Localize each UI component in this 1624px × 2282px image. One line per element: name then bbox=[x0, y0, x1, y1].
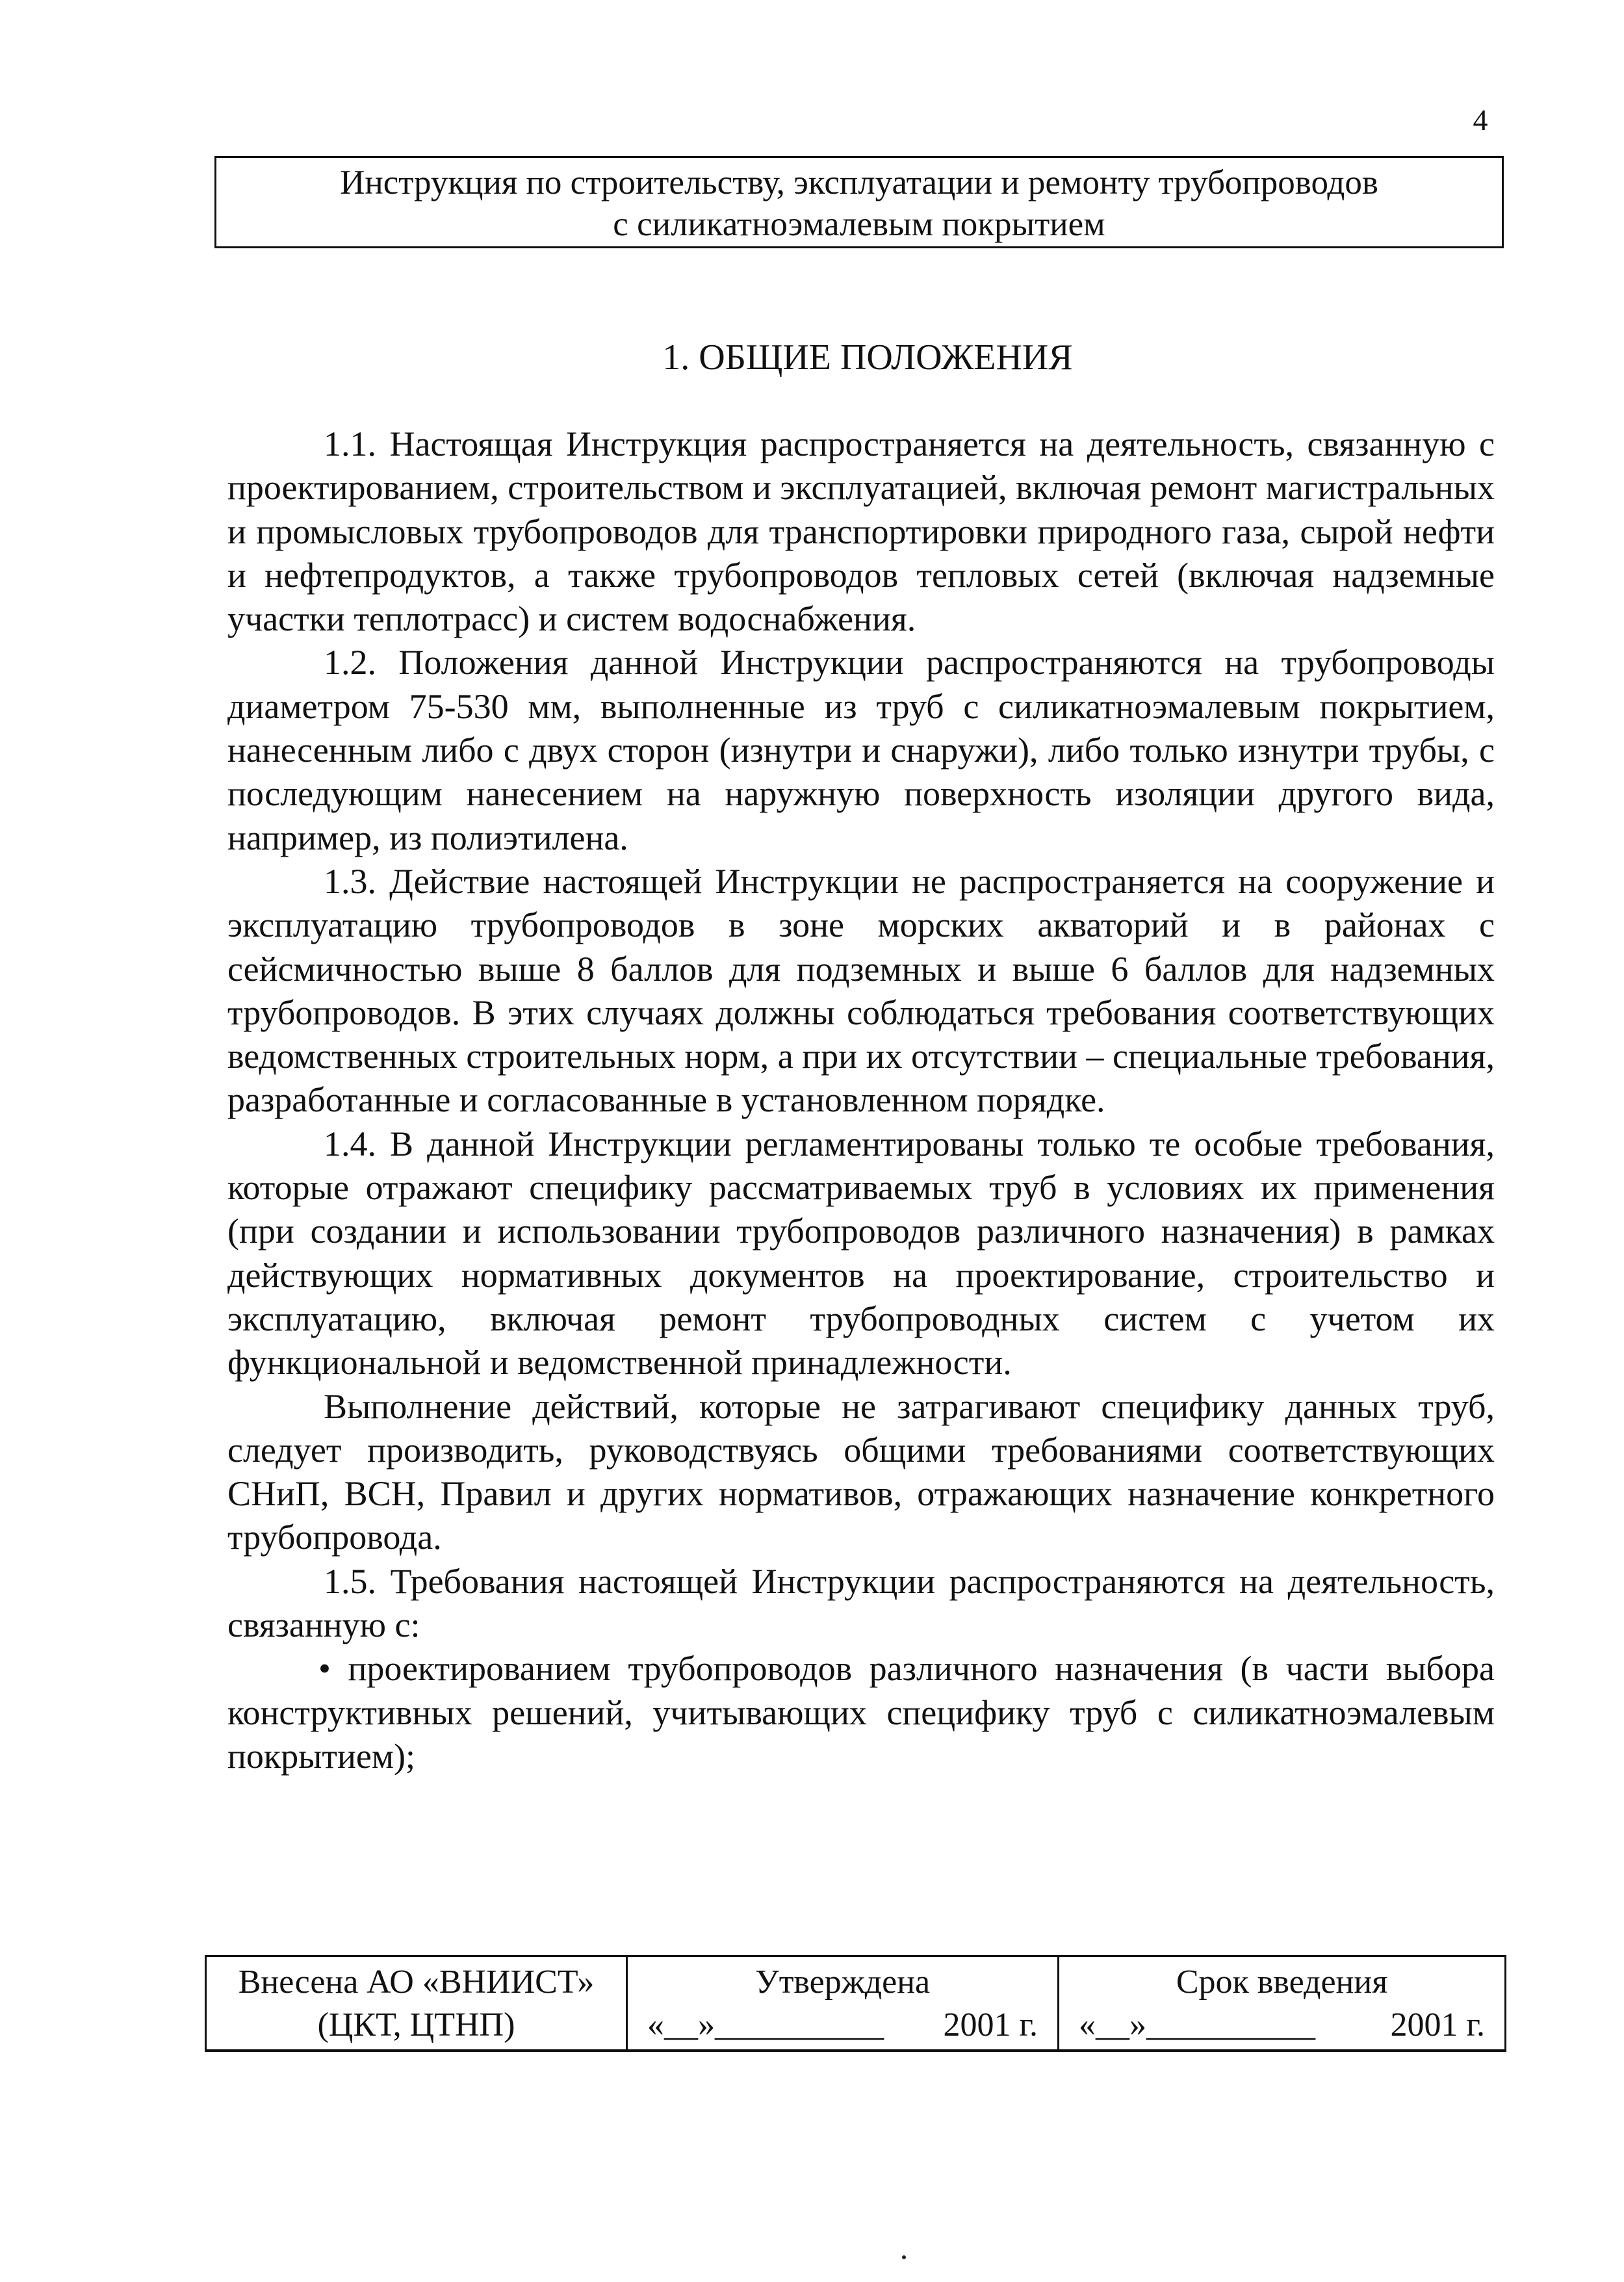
paragraph-1-3: 1.3. Действие настоящей Инструкции не распространяется на сооружение и эксплуатацию трубопроводов в зоне морских акваторий и в районах с сейсмичностью выше 8 баллов для подземных и выше 6 баллов для надземных трубопроводов. В этих случаях должны соблюдаться требования соответствующих ведомственных строительных норм, а при их отсутствии – специальные требования, разработанные и согласованные в установленном порядке. bbox=[227, 861, 1495, 1120]
effective-date-year: 2001 г. bbox=[1390, 2006, 1485, 2043]
approved-date bbox=[634, 2004, 1051, 2047]
page-number: 4 bbox=[1473, 103, 1488, 136]
section-title: 1. ОБЩИЕ ПОЛОЖЕНИЯ bbox=[662, 337, 1073, 378]
effective-date bbox=[1066, 2004, 1498, 2047]
document-body bbox=[227, 422, 1495, 1778]
header-title-line-1: Инструкция по строительству, эксплуатации и ремонту трубопроводов bbox=[340, 164, 1378, 201]
effective-date-cell bbox=[1059, 1956, 1506, 2051]
approved-date-blank: «__»__________ bbox=[647, 2006, 884, 2043]
header-title-line-2: с силикатноэмалевым покрытием bbox=[613, 205, 1105, 243]
paragraph-1-4: 1.4. В данной Инструкции регламентированы только те особые требования, которые отражают специфику рассматриваемых труб в условиях их применения (при создании и использовании трубопроводов различного назначения) в рамках действующих нормативных документов на проектирование, строительство и эксплуатацию, включая ремонт трубопроводных систем с учетом их функциональной и ведомственной принадлежности. bbox=[227, 1124, 1495, 1382]
approved-date-year: 2001 г. bbox=[943, 2006, 1038, 2043]
paragraph-1-4-continued: Выполнение действий, которые не затрагивают специфику данных труб, следует производить, руководствуясь общими требованиями соответствующих СНиП, ВСН, Правил и других нормативов, отражающих назначение конкретного трубопровода. bbox=[227, 1386, 1495, 1557]
submitted-by-cell bbox=[206, 1956, 627, 2051]
bullet-item: • проектированием трубопроводов различного назначения (в части выбора конструктивных решений, учитывающих специфику труб с силикатноэмалевым покрытием); bbox=[227, 1649, 1495, 1776]
scan-artifact-dot bbox=[902, 2255, 906, 2259]
document-header bbox=[214, 156, 1504, 248]
submitted-by-dept: (ЦКТ, ЦТНП) bbox=[317, 2006, 515, 2043]
effective-date-blank: «__»__________ bbox=[1079, 2006, 1315, 2043]
approval-table bbox=[205, 1955, 1506, 2052]
effective-date-label: Срок введения bbox=[1176, 1964, 1388, 2001]
approved-label: Утверждена bbox=[754, 1964, 931, 2001]
submitted-by-org: Внесена АО «ВНИИСТ» bbox=[238, 1964, 595, 2001]
paragraph-1-5: 1.5. Требования настоящей Инструкции распространяются на деятельность, связанную с: bbox=[227, 1561, 1495, 1645]
approved-cell bbox=[627, 1956, 1059, 2051]
paragraph-1-2: 1.2. Положения данной Инструкции распространяются на трубопроводы диаметром 75-530 мм, выполненные из труб с силикатноэмалевым покрытием, нанесенным либо с двух сторон (изнутри и снаружи), либо только изнутри трубы, с последующим нанесением на наружную поверхность изоляции другого вида, например, из полиэтилена. bbox=[227, 643, 1495, 857]
paragraph-1-1: 1.1. Настоящая Инструкция распространяется на деятельность, связанную с проектированием, строительством и эксплуатацией, включая ремонт магистральных и промысловых трубопроводов для транспортировки природного газа, сырой нефти и нефтепродуктов, а также трубопроводов тепловых сетей (включая надземные участки теплотрасс) и систем водоснабжения. bbox=[227, 424, 1495, 639]
